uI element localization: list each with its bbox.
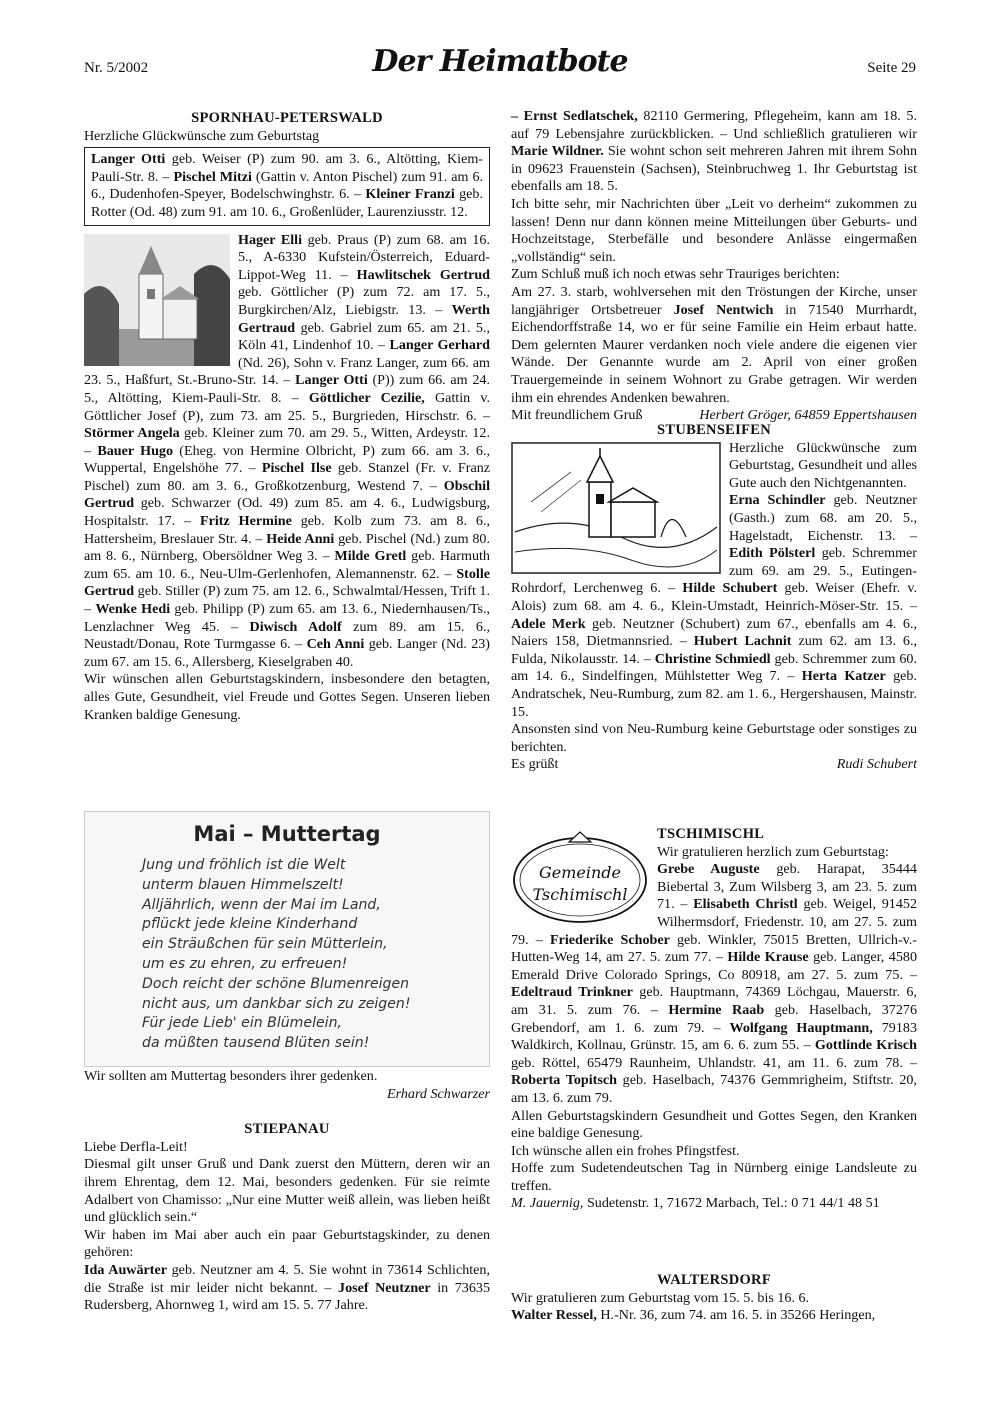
entry-name: Störmer Angela xyxy=(84,425,180,442)
entry-name: Josef Neutzner xyxy=(338,1279,431,1296)
entry-text: geb. Harapat, 35444 Biebertal 3, Zum Wilsberg 3, am 23. 5. zum 71. – xyxy=(657,861,917,913)
closing-text: Wir wünschen allen Geburtstagskindern, insbesondere den betagten, alles Gute, Gesundheit, viel Freude und Gottes Segen. Unseren lieben Kranken baldige Genesung. xyxy=(84,671,490,723)
entry-name: Erna Schindler xyxy=(729,492,826,509)
entry-name: Pischel Mitzi xyxy=(173,168,252,185)
poem-line: Für jede Lieb' ein Blümelein, xyxy=(142,1015,342,1032)
stamp-icon xyxy=(511,828,649,924)
entry-name: Wenke Hedi xyxy=(95,601,171,618)
entry-text: geb. Hauptmann, 74369 Löchgau, Mauerstr. 6, am 31. 5. zum 76. – xyxy=(511,984,917,1018)
poem-line: nicht aus, um dankbar sich zu zeigen! xyxy=(142,995,411,1012)
poem-lines xyxy=(142,856,411,1054)
birthday-list xyxy=(511,440,917,722)
poem-line: unterm blauen Himmelszelt! xyxy=(142,876,344,893)
section-heading: STIEPANAU xyxy=(244,1121,330,1138)
poem-line: da müßten tausend Blüten sein! xyxy=(142,1035,370,1052)
entry-name: Heide Anni xyxy=(266,530,335,547)
entry-text: geb. Gabriel zum 65. am 21. 5., Köln 41, Lindenhof 10. – xyxy=(238,319,490,354)
section-subtitle: Herzliche Glückwünsche zum Geburtstag xyxy=(84,127,320,144)
section-stiepanau xyxy=(84,1068,490,1315)
entry-text: 79183 Waldkirch, Kollnau, Grünstr. 15, am 6. 6. zum 55. – xyxy=(511,1019,917,1054)
entry-name: Edith Pölsterl xyxy=(729,545,816,562)
entry-name: Marie Wildner. xyxy=(511,143,604,160)
entry-name: Adele Merk xyxy=(511,615,586,632)
entry-text: Am 27. 3. starb, wohlversehen mit den Tröstungen der Kirche, unser langjähriger Ortsbetreuer xyxy=(511,283,917,318)
entry-text: geb. Langer (Nd. 23) zum 67. am 15. 6., Allersberg, Kieselgraben 40. xyxy=(84,636,490,670)
entry-text: geb. Langer, 4580 Emerald Drive Colorado Springs, Co 80918, am 27. 5. zum 75. – xyxy=(511,949,917,983)
paragraph: Ich wünsche allen ein frohes Pfingstfest. xyxy=(511,1142,740,1159)
church-photo xyxy=(84,234,230,366)
stamp-line1: Gemeinde xyxy=(538,863,622,882)
paragraph: Zum Schluß muß ich noch etwas sehr Trauriges berichten: xyxy=(511,266,840,283)
signature-line xyxy=(511,756,917,774)
entry-name: Langer Otti xyxy=(295,372,368,389)
entry-text: geb. Weiser (Ehefr. v. Alois) zum 68. am 4. 6., Klein-Umstadt, Heinrich-Möser-Str. 15. – xyxy=(511,580,917,614)
entry-name: Christine Schmiedl xyxy=(654,650,771,667)
entry-name: Walter Ressel, xyxy=(511,1307,597,1324)
entry-name: Herta Katzer xyxy=(801,668,886,685)
section-stiepanau-cont xyxy=(511,108,917,425)
section-heading: STUBENSEIFEN xyxy=(657,422,771,438)
entry-name: Langer Otti xyxy=(91,151,166,168)
entry-text: geb. Röttel, 65479 Raunheim, Uhlandstr. 41, am 11. 6. zum 78. – xyxy=(511,1054,917,1071)
issue-number: Nr. 5/2002 xyxy=(84,60,149,76)
paragraph: Wir haben im Mai aber auch ein paar Geburtstagskinder, zu denen gehören: xyxy=(84,1226,490,1261)
poem-author: Erhard Schwarzer xyxy=(387,1085,490,1102)
signature-name: Rudi Schubert xyxy=(836,756,917,773)
entry-name: Milde Gretl xyxy=(334,548,407,565)
stamp-line2: Tschimischl xyxy=(532,885,628,904)
section-spornhau xyxy=(84,110,490,724)
intro-text: Wir gratulieren herzlich zum Geburtstag: xyxy=(657,843,889,860)
municipality-stamp xyxy=(511,828,649,924)
poem-line: Doch reicht der schöne Blumenreigen xyxy=(142,975,410,992)
paragraph xyxy=(511,284,917,407)
entry-text: Gattin v. Göttlicher Josef (P), zum 73. am 25. 5., Burgrieden, Hirschstr. 6. – xyxy=(84,389,490,424)
paragraph xyxy=(511,108,917,196)
entry-name: Hilde Schubert xyxy=(682,580,778,597)
entry-name: Fritz Hermine xyxy=(199,513,292,530)
entry-text: zum 89. am 15. 6., Neustadt/Donau, Rote Turmgasse 6. – xyxy=(84,618,490,653)
church-sketch-icon xyxy=(511,442,721,574)
section-heading: WALTERSDORF xyxy=(657,1272,771,1288)
section-heading: TSCHIMISCHL xyxy=(657,826,765,842)
entry-text: (Eheg. von Hermine Olbricht, P) zum 66. am 3. 6., Wuppertal, Engelshöhe 77. – xyxy=(84,442,490,477)
entry-text: geb. Praus (P) zum 68. am 16. 5., A-6330 Kufstein/Österreich, Eduard-Lippot-Weg 11. – xyxy=(238,231,490,283)
poem-title: Mai – Muttertag xyxy=(193,822,381,846)
poem-line: ein Sträußchen für sein Mütterlein, xyxy=(142,936,388,953)
greeting: Liebe Derfla-Leit! xyxy=(84,1138,188,1155)
entry-text: (Gattin v. Anton Pischel) zum 91. am 6. 6., Dudenhofen-Speyer, Bodelschwinghstr. 6. – xyxy=(91,168,484,203)
church-sketch xyxy=(511,442,721,574)
section-tschimischl xyxy=(511,826,917,1213)
paragraph: Allen Geburtstagskindern Gesundheit und Gottes Segen, den Kranken eine baldige Genesung. xyxy=(511,1107,917,1142)
paragraph xyxy=(84,1262,490,1315)
entry-name: Hubert Lachnit xyxy=(693,633,792,650)
entry-name: Werth Gertraud xyxy=(238,301,490,336)
entry-name: Edeltraud Trinkner xyxy=(511,984,633,1001)
entry-text: geb. Schremmer zum 60. am 14. 6., Sindelfingen, Mühlstetter Weg 7. – xyxy=(511,650,918,685)
entry-text: in 73635 Rudersberg, Ahornweg 1, wird am 15. 5. 77 Jahre. xyxy=(84,1279,490,1314)
poem-line: pflückt jede kleine Kinderhand xyxy=(142,916,358,933)
entry-text: H.-Nr. 36, zum 74. am 16. 5. in 35266 Heringen, xyxy=(596,1307,876,1324)
poem-line: Alljährlich, wenn der Mai im Land, xyxy=(142,896,381,913)
section-waltersdorf xyxy=(511,1272,917,1325)
entry-text: 82110 Germering, Pflegeheim, kann am 18. 5. auf 79 Lebensjahre zurückblicken. – Und schließlich gratulieren wir xyxy=(511,108,917,142)
paragraph: Hoffe zum Sudetendeutschen Tag in Nürnberg einige Landsleute zu treffen. xyxy=(511,1160,917,1194)
entry-text: geb. Schremmer zum 69. am 29. 5., Eutingen-Rohrdorf, Lerchenweg 6. – xyxy=(511,545,917,597)
signature-line xyxy=(511,1195,917,1213)
poem-line: Jung und fröhlich ist die Welt xyxy=(142,857,346,873)
entry-text: geb. Weigel, 91452 Wilhermsdorf, Friedenstr. 10, am 27. 5. zum 79. – xyxy=(511,896,917,948)
closing-text: Ansonsten sind von Neu-Rumburg keine Geburtstage oder sonstiges zu berichten. xyxy=(511,721,917,755)
section-heading: SPORNHAU-PETERSWALD xyxy=(191,110,383,126)
entry-text: in 71540 Murrhardt, Eichendorffstraße 14, wo er für seine Familie ein Heim erbaut hatte. Dem gelernten Maurer verdanken noch viele andere die eigenen vier Wände. Der Genannte wurde am 2. April von einer großen Trauergemeinde in seinem Wohnort zu Grabe getragen. Wir werden ihm ein ehrendes Andenken bewahren. xyxy=(511,301,917,406)
entry-name: Stolle Gertrud xyxy=(84,565,490,600)
paragraph xyxy=(511,1307,917,1325)
signature-greeting: Es grüßt xyxy=(511,756,559,773)
entry-name: Ceh Anni xyxy=(306,636,365,653)
church-photo-icon xyxy=(84,234,230,366)
poem-line: um es zu ehren, zu erfreuen! xyxy=(142,955,348,972)
paragraph: Ich bitte sehr, mir Nachrichten über „Leit vo derheim“ zukommen zu lassen! Denn nur dann können meine Mitteilungen über Geburts- und Hochzeitstage, Sterbefälle und besondere Anlässe eingermaßen „vollständig“ sein. xyxy=(511,195,917,265)
entry-text: geb. Neutzner (Schubert) zum 67., ebenfalls am 4. 6., Naiers 158, Dietmannsried. – xyxy=(511,615,918,650)
entry-name: Bauer Hugo xyxy=(97,442,174,459)
entry-name: Ida Auwärter xyxy=(84,1261,167,1278)
entry-text: geb. Haselbach, 74376 Gemmrigheim, Stiftstr. 20, am 13. 6. zum 79. xyxy=(511,1072,917,1106)
poem-note: Wir sollten am Muttertag besonders ihrer gedenken. xyxy=(84,1068,378,1084)
entry-name: Josef Nentwich xyxy=(673,301,774,318)
entry-text: zum 62. am 13. 6., Fulda, Nikolausstr. 14. – xyxy=(511,633,917,667)
birthday-list xyxy=(84,232,490,672)
entry-text: geb. Rotter (Od. 48) zum 91. am 10. 6., Großenlüder, Laurenziusstr. 12. xyxy=(91,186,483,220)
entry-name: Hawlitschek Gertrud xyxy=(356,266,490,283)
entry-name: Gottlinde Krisch xyxy=(814,1037,917,1054)
signature-address: Sudetenstr. 1, 71672 Marbach, Tel.: 0 71 44/1 48 51 xyxy=(583,1195,880,1212)
poem-box xyxy=(84,811,490,1067)
entry-name: Grebe Auguste xyxy=(657,861,760,878)
entry-text: geb. Pischel (Nd.) zum 80. am 8. 6., Nürnberg, Obersöldner Weg 3. – xyxy=(84,530,490,565)
paragraph: Diesmal gilt unser Gruß und Dank zuerst den Müttern, deren wir an ihrem Ehrentag, dem 12. Mai, besonders gedenken. Für sie reimte Adalbert von Chamisso: „Nur eine Mutter weiß allein, was lieben heißt und glücklich sein.“ xyxy=(84,1156,490,1226)
masthead-title: Der Heimatbote xyxy=(372,44,628,79)
entry-name: Göttlicher Cezilie, xyxy=(308,389,425,406)
entry-name: Langer Gerhard xyxy=(389,337,490,354)
entry-name: Wolfgang Hauptmann, xyxy=(729,1019,873,1036)
entry-name: Hager Elli xyxy=(238,231,303,248)
entry-text: geb. Neutzner (Gasth.) zum 68. am 20. 5., Hagelstadt, Eichenstr. 13. – xyxy=(729,492,917,544)
entry-text: geb. Neutzner am 4. 5. Sie wohnt in 73614 Schlichten, die Straße ist mir leider nicht bekannt. – xyxy=(84,1261,490,1296)
entry-name: Hermine Raab xyxy=(668,1001,765,1018)
entry-text: geb. Weiser (P) zum 90. am 3. 6., Altötting, Kiem-Pauli-Str. 8. – xyxy=(91,151,483,185)
entry-name: Pischel Ilse xyxy=(261,460,332,477)
entry-name: Friederike Schober xyxy=(549,931,670,948)
entry-name: Elisabeth Christl xyxy=(693,896,798,913)
entry-text: (P)) zum 66. am 24. 5., Altötting, Kiem-Pauli-Str. 8. – xyxy=(84,372,490,406)
highlight-box xyxy=(84,147,490,225)
entry-text: geb. Winkler, 75015 Bretten, Ullrich-v.-Hutten-Weg 14, am 27. 5. zum 77. – xyxy=(511,931,917,966)
entry-text: Sie wohnt schon seit mehreren Jahren mit ihrem Sohn in 09623 Frauenstein (Sachsen), Steinbruchweg 1. Ihr Geburtstag ist ebenfalls am 18. 5. xyxy=(511,143,917,195)
entry-name: Obschil Gertrud xyxy=(84,477,490,512)
section-stubenseifen xyxy=(511,422,917,774)
entry-text: geb. Stiller (P) zum 75. am 12. 6., Schwalmtal/Hessen, Trift 1. – xyxy=(84,583,490,618)
entry-text: geb. Philipp (P) zum 65. am 13. 6., Niedernhausen/Ts., Lenzlachner Weg 45. – xyxy=(84,601,490,635)
page-number: Seite 29 xyxy=(867,60,916,76)
entry-name: Kleiner Franzi xyxy=(365,186,455,203)
entry-text: geb. Harmuth zum 65. am 10. 6., Neu-Ulm-Gerlenhofen, Alemannenstr. 62. – xyxy=(84,548,490,582)
intro-text: Herzliche Glückwünsche zum Geburtstag, Gesundheit und alles Gute auch den Nichtgenannten. xyxy=(729,439,917,491)
signature-name: Herbert Gröger, 64859 Eppertshausen xyxy=(699,407,917,424)
entry-name: Roberta Topitsch xyxy=(511,1072,617,1089)
entry-text: geb. Stanzel (Fr. v. Franz Pischel) zum 80. am 3. 6., Großkotzenburg, Westend 7. – xyxy=(84,460,490,494)
entry-text: (Nd. 26), Sohn v. Franz Langer, zum 66. am 23. 5., Haßfurt, St.-Bruno-Str. 14. – xyxy=(84,354,490,389)
entry-text: geb. Haselbach, 37276 Grebendorf, am 1. 6. zum 79. – xyxy=(511,1001,917,1036)
entry-name: Diwisch Adolf xyxy=(249,618,342,635)
entry-text: geb. Kolb zum 73. am 8. 6., Hattersheim, Breslauer Str. 4. – xyxy=(84,513,490,547)
entry-text: geb. Kleiner zum 70. am 29. 5., Witten, Ardeystr. 12. – xyxy=(84,425,491,459)
intro-text: Wir gratulieren zum Geburtstag vom 15. 5. bis 16. 6. xyxy=(511,1289,810,1306)
signature-name: M. Jauernig, xyxy=(511,1195,584,1212)
entry-text: geb. Göttlicher (P) zum 72. am 17. 5., Burgkirchen/Alz, Liebigstr. 13. – xyxy=(238,284,490,318)
signature-greeting: Mit freundlichem Gruß xyxy=(511,407,643,424)
entry-text: geb. Andratschek, Neu-Rumburg, zum 82. am 1. 6., Hergershausen, Mainstr. 15. xyxy=(511,668,917,720)
entry-name: Hilde Krause xyxy=(727,949,809,966)
entry-text: geb. Schwarzer (Od. 49) zum 85. am 4. 6., Ludwigsburg, Hospitalstr. 17. – xyxy=(84,495,490,530)
entry-name: – Ernst Sedlatschek, xyxy=(511,108,638,124)
